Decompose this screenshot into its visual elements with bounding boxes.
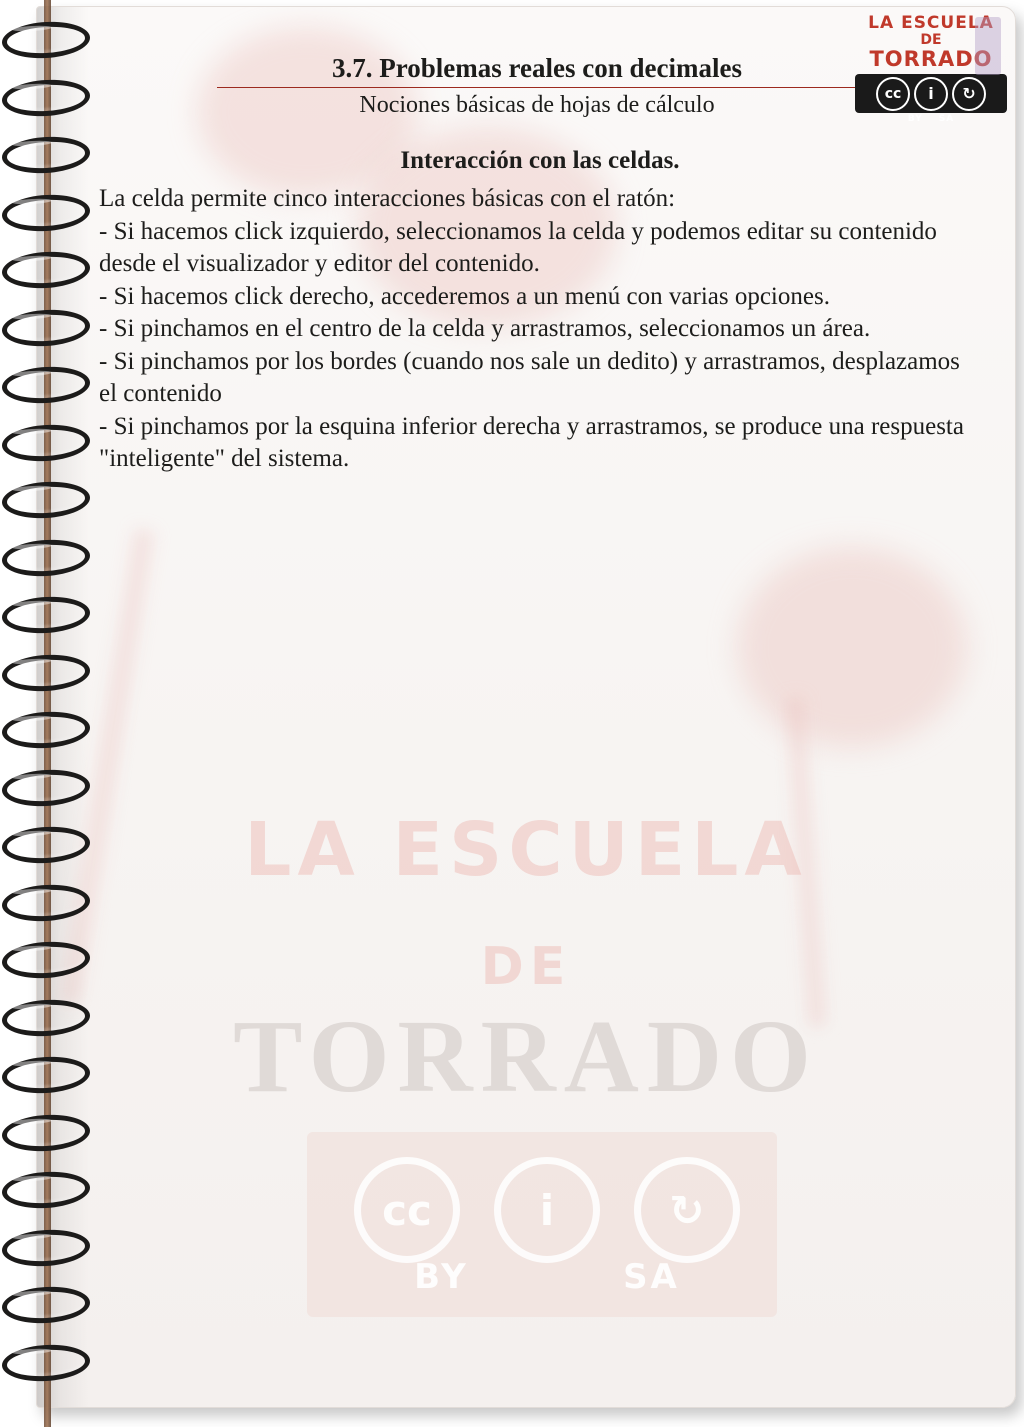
spiral-ring: [2, 1115, 80, 1145]
spiral-ring: [2, 597, 80, 627]
spiral-ring: [2, 1000, 80, 1030]
logo-line-2: DE: [920, 31, 942, 48]
spiral-ring: [2, 80, 80, 110]
watermark-stick: [786, 697, 827, 1027]
spiral-ring: [2, 425, 80, 455]
cc-icon: cc: [354, 1157, 460, 1263]
paragraph-2: - Si hacemos click izquierdo, seleccionamos la celda y podemos editar su contenido desde el visualizador y editor del contenido.: [99, 217, 937, 277]
watermark-line-2: DE: [480, 937, 572, 997]
watermark-line-1: LA ESCUELA: [244, 807, 808, 893]
spiral-ring: [2, 1287, 80, 1317]
spiral-ring: [2, 1230, 80, 1260]
paragraph-6: - Si pinchamos por la esquina inferior derecha y arrastramos, se produce una respuesta "inteligente" del sistema.: [99, 412, 964, 472]
watermark-blob: [737, 547, 967, 747]
paragraph-3: - Si hacemos click derecho, accederemos a un menú con varias opciones.: [99, 282, 830, 310]
watermark-license-band: [307, 1132, 777, 1317]
spiral-ring: [2, 540, 80, 570]
spiral-ring: [2, 827, 80, 857]
spiral-ring: [2, 252, 80, 282]
spiral-ring: [2, 712, 80, 742]
spiral-ring: [2, 942, 80, 972]
section-heading: Interacción con las celdas.: [400, 147, 680, 174]
sa-label: SA: [938, 114, 955, 125]
spiral-ring: [2, 137, 80, 167]
notebook-page: [36, 6, 1016, 1408]
logo-line-3: TORRADO: [869, 47, 993, 72]
spiral-ring: [2, 195, 80, 225]
by-icon: i: [494, 1157, 600, 1263]
logo-line-1: LA ESCUELA: [868, 13, 994, 33]
sa-icon: ↻: [634, 1157, 740, 1263]
spiral-ring: [2, 770, 80, 800]
spiral-ring: [2, 482, 80, 512]
spiral-ring: [2, 1057, 80, 1087]
paragraph-5: - Si pinchamos por los bordes (cuando nos sale un dedito) y arrastramos, desplazamos el contenido: [99, 347, 960, 407]
watermark-by-label: BY: [414, 1257, 469, 1297]
spiral-ring: [2, 310, 80, 340]
brand-logo: [855, 15, 1007, 124]
by-label: BY: [907, 114, 923, 125]
creative-commons-badge: [855, 74, 1007, 113]
spiral-ring: [2, 1345, 80, 1375]
license-labels: [855, 114, 1007, 124]
page-content: [99, 147, 981, 476]
spiral-ring: [2, 885, 80, 915]
page-title: 3.7. Problemas reales con decimales: [217, 53, 857, 88]
spiral-ring: [2, 367, 80, 397]
spiral-ring: [2, 22, 80, 52]
watermark-sa-label: SA: [623, 1257, 680, 1297]
sa-icon: ↻: [952, 77, 986, 111]
watermark-line-3: TORRADO: [233, 999, 819, 1114]
spiral-ring: [2, 1172, 80, 1202]
paragraph-4: - Si pinchamos en el centro de la celda y arrastramos, seleccionamos un área.: [99, 315, 871, 342]
logo-accent-shape: [975, 17, 1001, 75]
spiral-rings: [0, 0, 92, 1427]
paragraph-1: La celda permite cinco interacciones básicas con el ratón:: [99, 185, 676, 212]
spiral-ring: [2, 655, 80, 685]
page-subtitle: Nociones básicas de hojas de cálculo: [359, 92, 715, 118]
watermark-license-labels: [337, 1257, 757, 1297]
by-icon: i: [914, 77, 948, 111]
cc-icon: cc: [876, 77, 910, 111]
watermark-license-icons: [337, 1157, 757, 1263]
